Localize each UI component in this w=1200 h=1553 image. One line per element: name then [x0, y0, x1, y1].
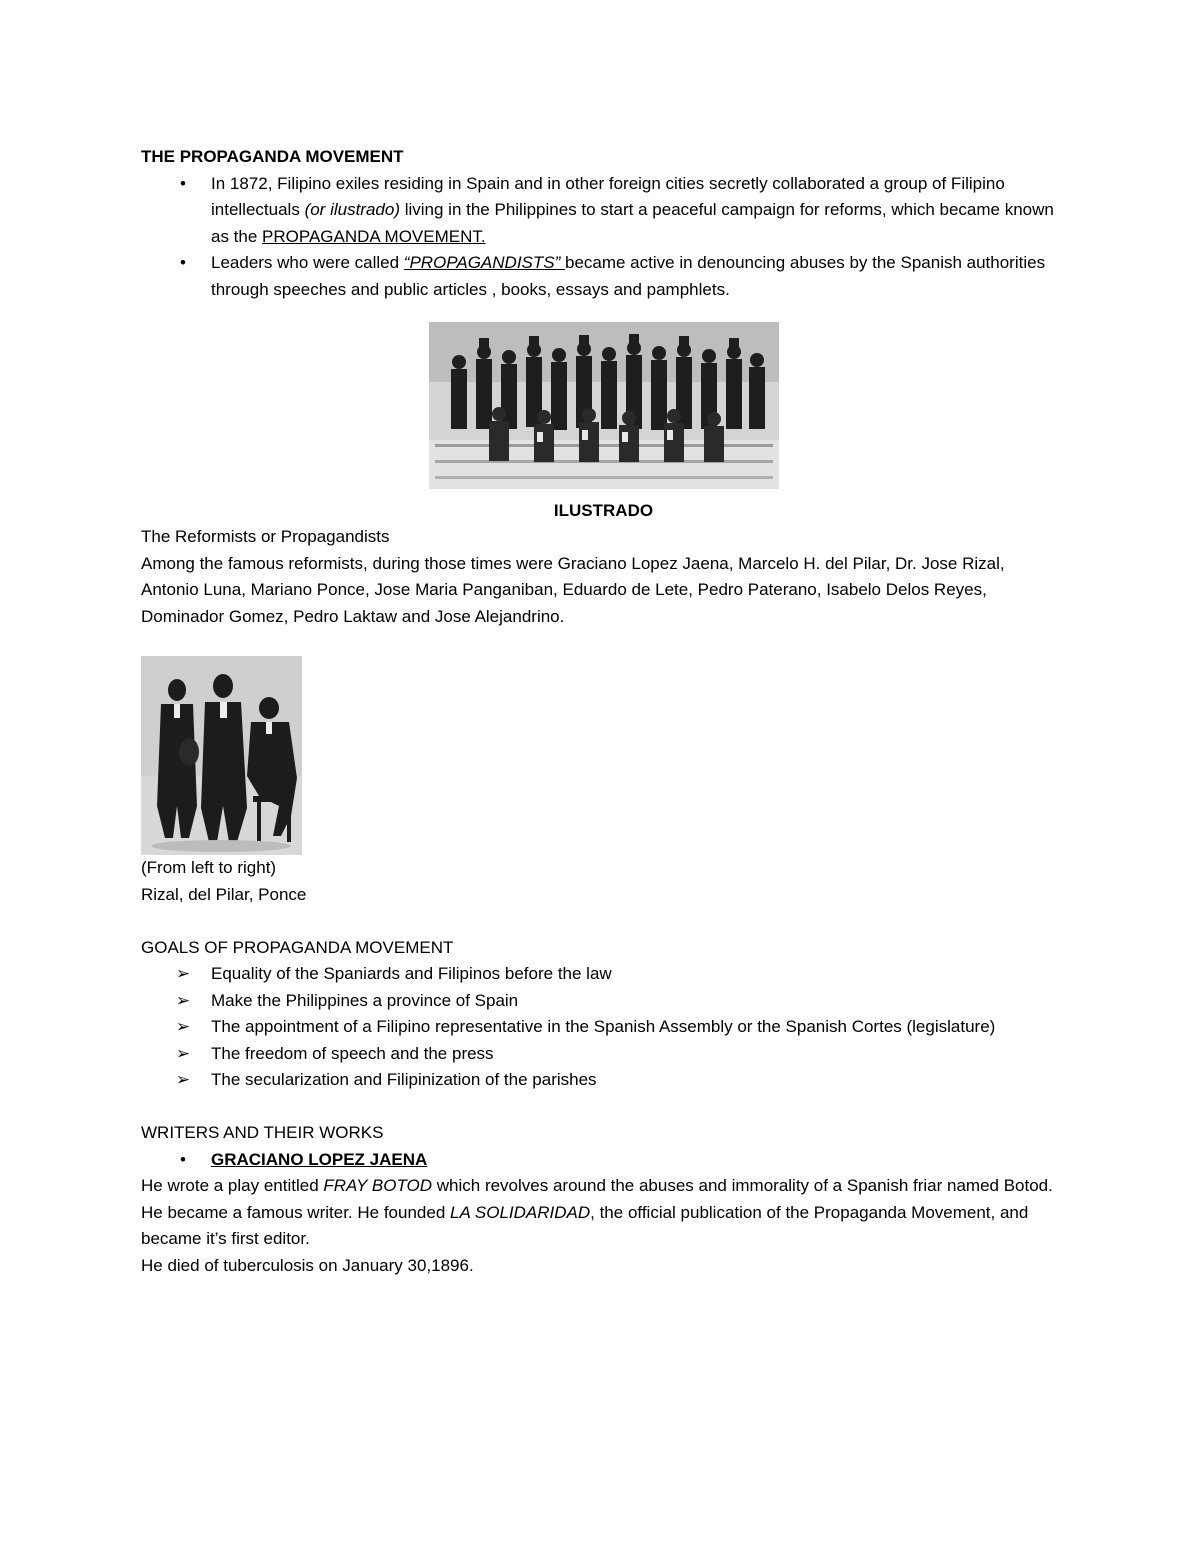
photo2-caption-line1: (From left to right)	[141, 858, 277, 877]
writers-list	[141, 1147, 1066, 1174]
bullet-marker: •	[180, 173, 186, 193]
rizal-delpilar-ponce-photo	[141, 656, 302, 855]
document-content	[141, 144, 1066, 1279]
intro-bullet-1: • In 1872, Filipino exiles residing in Spain and in other foreign cities secretly collaborated a group of Filipino intellectuals (or ilustrado) living in the Philippines to start a peaceful campaign for reforms, which became known as the PROPAGANDA MOVEMENT.	[141, 171, 1066, 251]
arrow-bullet-icon: ➢	[175, 990, 191, 1010]
arrow-bullet-icon: ➢	[175, 1017, 191, 1036]
writer-paragraph-3: He died of tuberculosis on January 30,1896.	[141, 1255, 474, 1275]
photo2-caption-line2: Rizal, del Pilar, Ponce	[141, 884, 307, 904]
goal-item-1: ➢ Equality of the Spaniards and Filipinos before the law	[141, 961, 1066, 988]
ilustrado-caption: ILUSTRADO	[553, 500, 654, 520]
photo-ilustrado-wrapper	[141, 303, 1066, 498]
intro-bullet-list	[141, 171, 1066, 304]
propagandists-term: “PROPAGANDISTS”	[403, 253, 565, 272]
bullet-marker: •	[180, 1149, 186, 1169]
goal-item-2: ➢ Make the Philippines a province of Spain	[141, 988, 1066, 1015]
writer-item-lopez-jaena	[141, 1147, 1066, 1174]
spacer	[141, 908, 1066, 935]
goal-item-4: ➢ The freedom of speech and the press	[141, 1041, 1066, 1068]
bullet-marker: •	[180, 253, 186, 272]
writer-paragraph-1: He wrote a play entitled FRAY BOTOD which revolves around the abuses and immorality of a Spanish friar named Botod.	[141, 1176, 1053, 1195]
arrow-bullet-icon: ➢	[175, 1070, 191, 1089]
goals-list	[141, 961, 1066, 1094]
ilustrado-group-photo	[429, 322, 779, 489]
document-title: THE PROPAGANDA MOVEMENT	[141, 147, 404, 166]
intro-bullet-2: • Leaders who were called “PROPAGANDISTS” became active in denouncing abuses by the Spanish authorities through speeches and public articles , books, essays and pamphlets.	[141, 250, 1066, 303]
spacer	[141, 1094, 1066, 1121]
writer-name: GRACIANO LOPEZ JAENA	[211, 1149, 428, 1169]
writers-heading: WRITERS AND THEIR WORKS	[141, 1123, 384, 1142]
arrow-bullet-icon: ➢	[175, 1043, 191, 1063]
reformists-heading: The Reformists or Propagandists	[141, 527, 390, 546]
propaganda-movement-term: PROPAGANDA MOVEMENT.	[262, 226, 486, 246]
goal-item-5: ➢ The secularization and Filipinization of the parishes	[141, 1067, 1066, 1094]
arrow-bullet-icon: ➢	[175, 964, 191, 983]
reformists-paragraph: Among the famous reformists, during those times were Graciano Lopez Jaena, Marcelo H. del Pilar, Dr. Jose Rizal, Antonio Luna, Mariano Ponce, Jose Maria Panganiban, Eduardo de Lete, Pedro Paterano, Isabelo Delos Reyes, Dominador Gomez, Pedro Laktaw and Jose Alejandrino.	[141, 553, 1005, 626]
writer-paragraph-2: He became a famous writer. He founded LA SOLIDARIDAD, the official publication of the Propaganda Movement, and became it’s first editor.	[141, 1202, 1029, 1248]
goals-heading: GOALS OF PROPAGANDA MOVEMENT	[141, 937, 454, 957]
goal-item-3: ➢ The appointment of a Filipino representative in the Spanish Assembly or the Spanish Cortes (legislature)	[141, 1014, 1066, 1041]
